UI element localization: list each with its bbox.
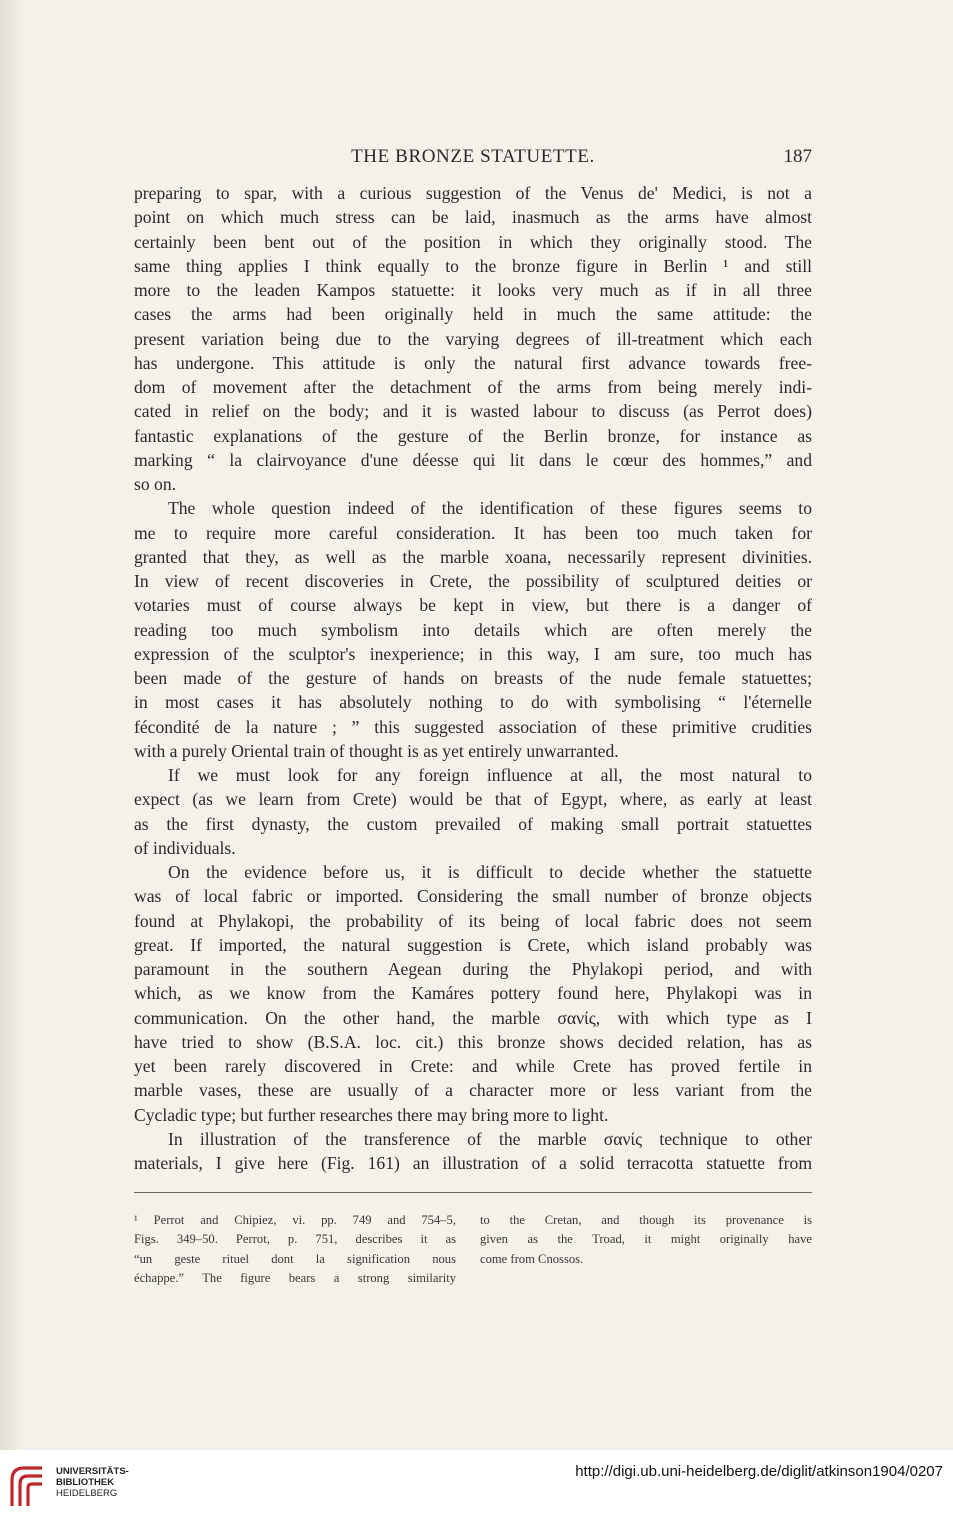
text-line: On the evidence before us, it is difficult to decide whether the statuette — [168, 862, 812, 882]
text-line: granted that they, as well as the marble xoana, necessarily represent divinities. — [134, 546, 812, 567]
text-line: yet been rarely discovered in Crete: and while Crete has proved fertile in — [134, 1056, 812, 1076]
footnote-line: come from Cnossos. — [480, 1251, 584, 1266]
body-text — [134, 181, 812, 1175]
text-line: Cycladic type; but further researches there may bring more to light. — [134, 1104, 609, 1125]
text-line: fécondité de la nature ; ” this suggested association of these primitive crudities — [134, 716, 812, 737]
text-line: votaries must of course always be kept in view, but there is a danger of — [134, 595, 812, 616]
text-line: found at Phylakopi, the probability of its being of local fabric does not seem — [134, 910, 812, 931]
text-line: expect (as we learn from Crete) would be that of Egypt, where, as early at least — [134, 789, 812, 810]
text-line: dom of movement after the detachment of the arms from being merely indi- — [134, 377, 812, 397]
footnote-line: ¹ Perrot and Chipiez, vi. pp. 749 and 754–5, — [134, 1213, 456, 1227]
page-number: 187 — [783, 146, 812, 167]
footnote-column-right — [480, 1211, 812, 1269]
library-name — [56, 1466, 129, 1499]
text-line: marking “ la clairvoyance d'une déesse qui lit dans le cœur des hommes,” and — [134, 449, 812, 470]
library-line-2: BIBLIOTHEK — [56, 1477, 115, 1488]
text-line: The whole question indeed of the identification of these figures seems to — [168, 498, 812, 519]
text-line: In view of recent discoveries in Crete, the possibility of sculptured deities or — [134, 571, 812, 591]
footnote-line: to the Cretan, and though its provenance is — [480, 1213, 812, 1227]
text-line: great. If imported, the natural suggestion is Crete, which island probably was — [134, 934, 812, 955]
footnote-divider — [134, 1192, 812, 1193]
text-line: In illustration of the transference of the marble σανίς technique to other — [168, 1128, 812, 1149]
text-line: with a purely Oriental train of thought is as yet entirely unwarranted. — [134, 740, 619, 761]
text-line: has undergone. This attitude is only the natural first advance towards free- — [134, 352, 812, 373]
text-line: me to require more careful consideration. It has been too much taken for — [134, 522, 812, 543]
text-line: have tried to show (B.S.A. loc. cit.) this bronze shows decided relation, has as — [134, 1031, 812, 1052]
text-line: If we must look for any foreign influence at all, the most natural to — [168, 765, 812, 785]
university-library-logo-icon — [8, 1462, 48, 1508]
text-line: cases the arms had been originally held in much the same attitude: the — [134, 304, 812, 325]
text-line: in most cases it has absolutely nothing to do with symbolising “ l'éternelle — [134, 692, 812, 713]
page-edge-shadow — [0, 0, 26, 1450]
running-title: THE BRONZE STATUETTE. — [351, 146, 595, 167]
text-line: more to the leaden Kampos statuette: it looks very much as if in all three — [134, 280, 812, 300]
text-line: materials, I give here (Fig. 161) an illustration of a solid terracotta statuette from — [134, 1153, 812, 1173]
text-line: as the first dynasty, the custom prevailed of making small portrait statuettes — [134, 813, 812, 834]
text-line: present variation being due to the varying degrees of ill-treatment which each — [134, 328, 812, 349]
text-line: of individuals. — [134, 837, 236, 858]
footnote-column-left — [134, 1211, 456, 1288]
text-line: certainly been bent out of the position in which they originally stood. The — [134, 231, 812, 252]
text-line: point on which much stress can be laid, inasmuch as the arms have almost — [134, 207, 812, 228]
text-line: which, as we know from the Kamáres pottery found here, Phylakopi was in — [134, 983, 812, 1004]
text-line: same thing applies I think equally to the bronze figure in Berlin ¹ and still — [134, 255, 812, 276]
text-line: reading too much symbolism into details which are often merely the — [134, 619, 812, 640]
library-line-1: UNIVERSITÄTS- — [56, 1466, 129, 1477]
footnote-line: “un geste rituel dont la signification nous — [134, 1251, 456, 1266]
text-line: marble vases, these are usually of a character more or less variant from the — [134, 1080, 812, 1101]
text-line: was of local fabric or imported. Considering the small number of bronze objects — [134, 886, 812, 907]
text-line: preparing to spar, with a curious suggestion of the Venus de' Medici, is not a — [134, 183, 812, 203]
text-line: so on. — [134, 474, 177, 494]
footnote-line: given as the Troad, it might originally have — [480, 1232, 812, 1247]
footnote-line: Figs. 349–50. Perrot, p. 751, describes it as — [134, 1232, 456, 1247]
text-line: cated in relief on the body; and it is wasted labour to discuss (as Perrot does) — [134, 401, 812, 422]
running-header — [134, 146, 812, 174]
library-line-3: HEIDELBERG — [56, 1488, 118, 1499]
text-line: communication. On the other hand, the marble σανίς, with which type as I — [134, 1007, 812, 1028]
footnote-line: échappe.” The figure bears a strong similarity — [134, 1270, 456, 1285]
text-line: paramount in the southern Aegean during the Phylakopi period, and with — [134, 959, 812, 979]
text-line: been made of the gesture of hands on breasts of the nude female statuettes; — [134, 668, 812, 688]
text-line: expression of the sculptor's inexperience; in this way, I am sure, too much has — [134, 643, 812, 664]
viewer-footer — [0, 1450, 953, 1522]
text-line: fantastic explanations of the gesture of the Berlin bronze, for instance as — [134, 425, 812, 446]
page-url-link[interactable]: http://digi.ub.uni-heidelberg.de/diglit/atkinson1904/0207 — [575, 1463, 943, 1480]
